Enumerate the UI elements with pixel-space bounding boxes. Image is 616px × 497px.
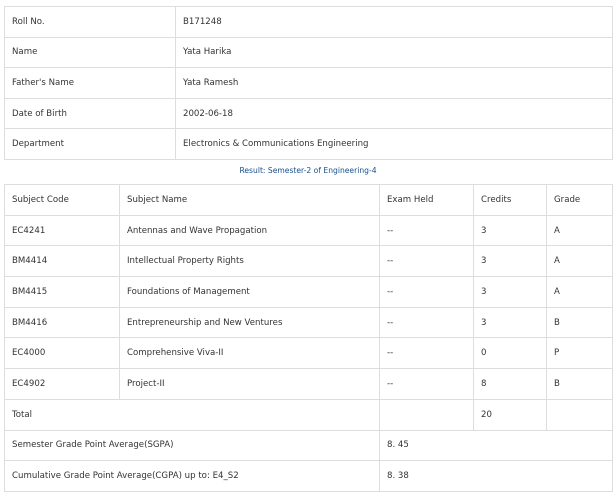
info-value: B171248 [176,7,613,38]
grade: B [547,307,613,338]
info-label: Roll No. [5,7,176,38]
total-credits: 20 [474,399,547,430]
student-info-table [4,6,613,160]
exam-held: -- [380,277,474,308]
subject-name: Antennas and Wave Propagation [120,215,380,246]
total-grade-empty [547,399,613,430]
header-credits: Credits [474,185,547,216]
result-caption: Result: Semester-2 of Engineering-4 [239,166,377,175]
total-label: Total [5,399,380,430]
header-grade: Grade [547,185,613,216]
table-row [5,277,613,308]
cgpa-value: 8. 38 [380,461,613,492]
info-row-date-of-birth [5,98,613,129]
credits: 3 [474,277,547,308]
info-label: Date of Birth [5,98,176,129]
subject-name: Foundations of Management [120,277,380,308]
grade: A [547,277,613,308]
info-row-name [5,37,613,68]
table-row [5,338,613,369]
subject-name: Intellectual Property Rights [120,246,380,277]
credits: 3 [474,215,547,246]
info-row-fathers-name [5,68,613,99]
exam-held: -- [380,338,474,369]
subject-name: Comprehensive Viva-II [120,338,380,369]
subject-code: EC4902 [5,369,120,400]
exam-held: -- [380,215,474,246]
info-row-roll-no [5,7,613,38]
grade: A [547,215,613,246]
subject-name: Entrepreneurship and New Ventures [120,307,380,338]
total-row [5,399,613,430]
info-value: 2002-06-18 [176,98,613,129]
exam-held: -- [380,307,474,338]
info-value: Yata Ramesh [176,68,613,99]
info-value: Yata Harika [176,37,613,68]
sgpa-row [5,430,613,461]
credits: 8 [474,369,547,400]
grades-table [4,184,613,492]
grade: A [547,246,613,277]
header-subject-code: Subject Code [5,185,120,216]
info-row-department [5,129,613,160]
subject-code: EC4241 [5,215,120,246]
info-value: Electronics & Communications Engineering [176,129,613,160]
table-row [5,369,613,400]
subject-name: Project-II [120,369,380,400]
grade: P [547,338,613,369]
subject-code: BM4414 [5,246,120,277]
exam-held: -- [380,246,474,277]
total-exam-empty [380,399,474,430]
subject-code: BM4416 [5,307,120,338]
sgpa-label: Semester Grade Point Average(SGPA) [5,430,380,461]
credits: 0 [474,338,547,369]
table-row [5,215,613,246]
credits: 3 [474,307,547,338]
grades-header-row [5,185,613,216]
grade: B [547,369,613,400]
table-row [5,307,613,338]
cgpa-label: Cumulative Grade Point Average(CGPA) up to: E4_S2 [5,461,380,492]
subject-code: EC4000 [5,338,120,369]
header-exam-held: Exam Held [380,185,474,216]
cgpa-row [5,461,613,492]
subject-code: BM4415 [5,277,120,308]
info-label: Father's Name [5,68,176,99]
header-subject-name: Subject Name [120,185,380,216]
credits: 3 [474,246,547,277]
table-row [5,246,613,277]
sgpa-value: 8. 45 [380,430,613,461]
info-label: Department [5,129,176,160]
exam-held: -- [380,369,474,400]
info-label: Name [5,37,176,68]
